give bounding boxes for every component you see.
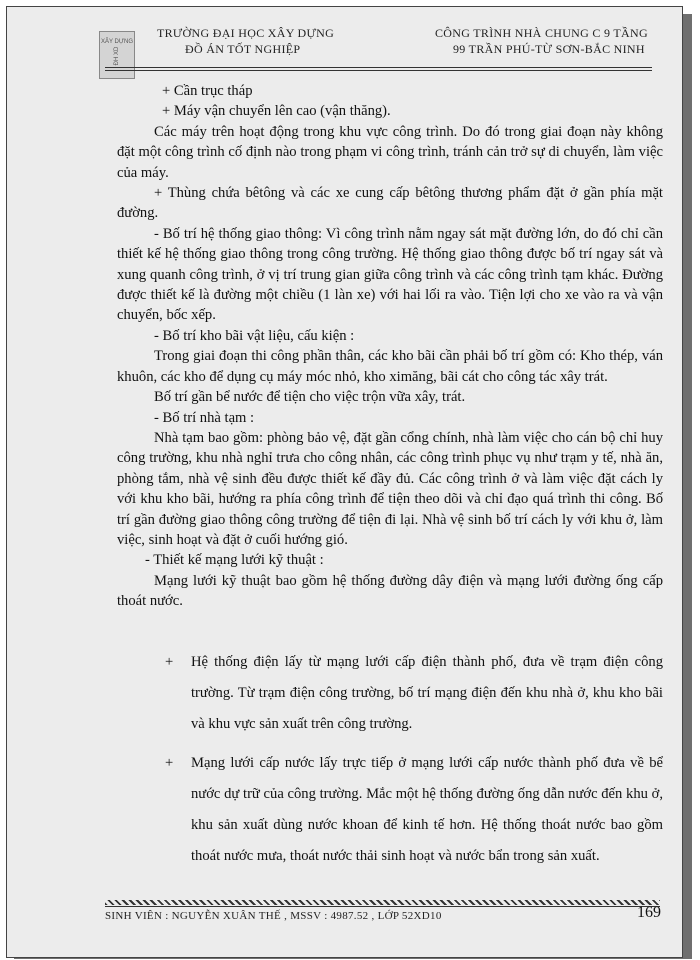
university-logo [99,31,135,79]
bullet-text: Hệ thống điện lấy từ mạng lưới cấp điện thành phố, đưa về trạm điện công trường. Từ trạm điện công trường, bố trí mạng điện đến khu nhà ở, khu kho bãi và khu vực sản xuất trên công trường. [191,654,663,732]
paragraph: Các máy trên hoạt động trong khu vực công trình. Do đó trong giai đoạn này không đặt một công trình cố định nào trong phạm vi công trình, tránh cản trở sự di chuyển, làm việc của máy. [117,123,663,181]
header-rule-secondary [105,70,652,71]
paragraph: + Máy vận chuyển lên cao (vận thăng). [162,103,391,120]
bullet-plus-icon: + [165,755,174,771]
page-header [7,7,682,67]
bullet-plus-icon: + [165,654,174,670]
footer-student-info: SINH VIÊN : NGUYỄN XUÂN THẾ , MSSV : 4987.52 , LỚP 52XD10 [105,910,442,922]
body-text [117,81,663,612]
paragraph: - Bố trí hệ thống giao thông: Vì công trình nằm ngay sát mặt đường lớn, do đó chỉ cần thiết kế hệ thống giao thông trong công trường. Hệ thống giao thông được bố trí ngay sát và xung quanh công trình, ở vị trí trung gian giữa công trình và các công trình tạm khác. Đường được thiết kế là đường một chiều (1 làn xe) với hai lối ra vào. Tiện lợi cho xe vào ra và vận chuyển, bốc xếp. [117,225,663,324]
document-page [6,6,683,958]
bullet-list [165,647,663,880]
bullet-item [165,647,663,740]
paragraph: + Thùng chứa bêtông và các xe cung cấp bêtông thương phẩm đặt ở gần phía mặt đường. [117,185,663,222]
header-project-type: ĐỒ ÁN TỐT NGHIỆP [185,42,301,56]
paragraph: - Thiết kế mạng lưới kỹ thuật : [145,552,324,569]
paragraph: + Cần trục tháp [162,83,253,99]
paragraph: - Bố trí kho bãi vật liệu, cấu kiện : [154,327,355,344]
paragraph: Bố trí gần bể nước để tiện cho việc trộn vữa xây, trát. [154,389,466,406]
paragraph: - Bố trí nhà tạm : [154,409,255,426]
header-university: TRƯỜNG ĐẠI HỌC XÂY DỰNG [157,26,335,40]
header-address: 99 TRẦN PHÚ-TỪ SƠN-BẮC NINH [453,42,645,56]
header-building: CÔNG TRÌNH NHÀ CHUNG C 9 TẦNG [435,26,648,40]
page-shadow-right [682,14,692,958]
bullet-text: Mạng lưới cấp nước lấy trực tiếp ở mạng lưới cấp nước thành phố đưa về bể nước dự trữ của công trường. Mắc một hệ thống đường ống dẫn nước đến khu ở, khu sản xuất dùng nước khoan để kinh tế hơn. Hệ thống thoát nước bao gồm thoát nước mưa, thoát nước thải sinh hoạt và nước bẩn trong sản xuất. [191,755,663,864]
header-rule [105,67,652,68]
page-number: 169 [637,904,661,921]
paragraph: Trong giai đoạn thi công phần thân, các kho bãi cần phải bố trí gồm có: Kho thép, ván khuôn, các kho để dụng cụ máy móc nhỏ, kho ximăng, bãi cát cho công tác xây trát. [117,348,663,385]
footer-rule [105,900,660,905]
paragraph: Nhà tạm bao gồm: phòng bảo vệ, đặt gần cổng chính, nhà làm việc cho cán bộ chỉ huy công trường, khu nhà nghỉ trưa cho công nhân, các công trình phục vụ như trạm y tế, nhà ăn, phòng tắm, nhà vệ sinh đều được thiết kế đầy đủ. Các công trình ở và làm việc đặt cách ly với khu kho bãi, hướng ra phía công trình để tiện theo dõi và chỉ đạo quá trình thi công. Bố trí gần đường giao thông công trường để tiện đi lại. Nhà vệ sinh bố trí cách ly với khu ở, làm việc, sinh hoạt và đặt ở cuối hướng gió. [117,429,663,548]
logo-text: XÂY DỰNG [100,39,134,45]
footer-rule-secondary [105,906,660,907]
paragraph: Mạng lưới kỹ thuật bao gồm hệ thống đường dây điện và mạng lưới đường ống cấp thoát nước. [117,572,663,610]
logo-text-vertical: ĐH XD [114,46,120,66]
bullet-item [165,748,663,872]
